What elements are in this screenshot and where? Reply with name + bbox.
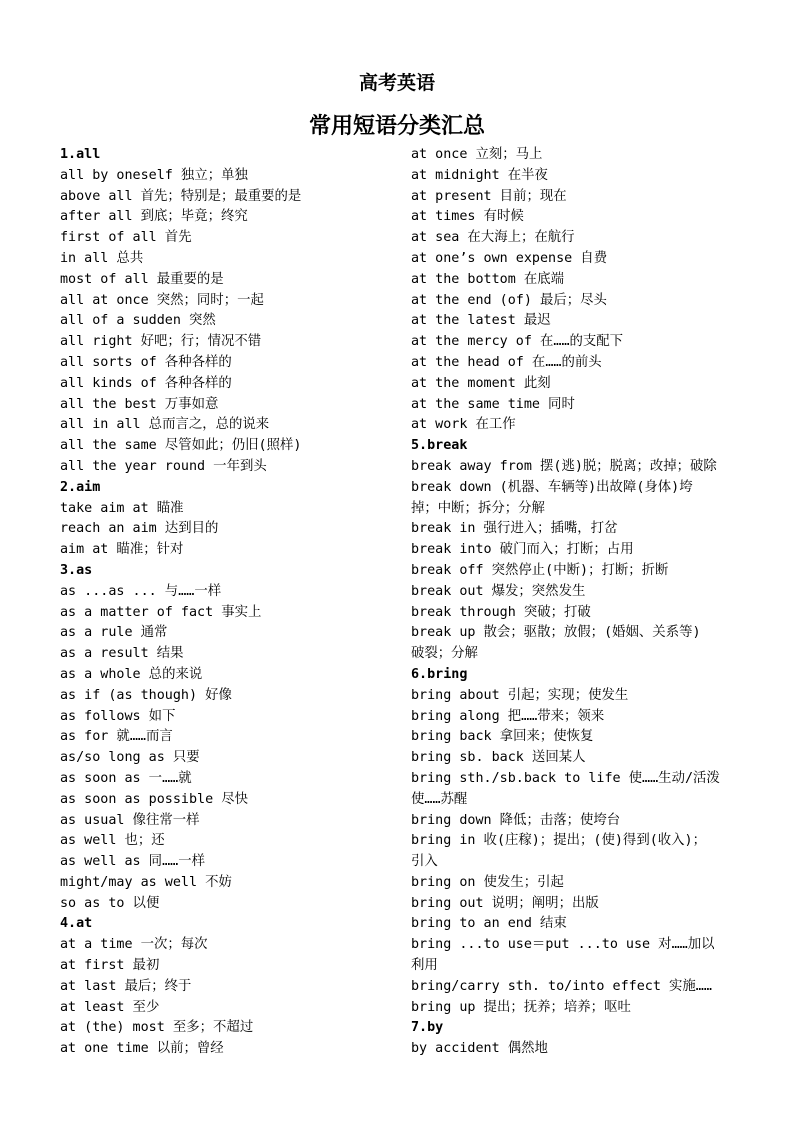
phrase-entry: all the best 万事如意 bbox=[60, 396, 219, 412]
phrase-entry: by accident 偶然地 bbox=[411, 1041, 548, 1057]
phrase-entry: at the head of 在……的前头 bbox=[411, 354, 602, 370]
phrase-entry: break down (机器、车辆等)出故障(身体)垮 bbox=[411, 479, 693, 495]
phrase-entry: at (the) most 至多；不超过 bbox=[60, 1020, 254, 1036]
phrase-entry: first of all 首先 bbox=[60, 230, 192, 246]
phrase-entry: bring on 使发生；引起 bbox=[411, 874, 564, 890]
phrase-entry: as a matter of fact 事实上 bbox=[60, 604, 262, 620]
phrase-entry: as if (as though) 好像 bbox=[60, 687, 232, 703]
phrase-entry: at midnight 在半夜 bbox=[411, 167, 548, 183]
phrase-entry: bring to an end 结束 bbox=[411, 916, 567, 932]
phrase-entry: at times 有时候 bbox=[411, 209, 524, 225]
phrase-entry: at the bottom 在底端 bbox=[411, 271, 565, 287]
section-heading: 3.as bbox=[60, 562, 93, 578]
phrase-entry: bring out 说明；阐明；出版 bbox=[411, 895, 599, 911]
phrase-entry: 掉；中断；拆分；分解 bbox=[411, 500, 545, 516]
page-title: 高考英语 bbox=[358, 72, 435, 94]
phrase-entry: bring sb. back 送回某人 bbox=[411, 750, 586, 766]
phrase-entry: all of a sudden 突然 bbox=[60, 313, 216, 329]
phrase-entry: as a rule 通常 bbox=[60, 625, 168, 641]
phrase-entry: at the moment 此刻 bbox=[411, 375, 551, 391]
phrase-entry: at present 目前；现在 bbox=[411, 188, 567, 204]
phrase-entry: aim at 瞄准；针对 bbox=[60, 542, 184, 558]
phrase-entry: all in all 总而言之，总的说来 bbox=[60, 417, 270, 433]
phrase-entry: after all 到底；毕竟；终究 bbox=[60, 209, 248, 225]
phrase-entry: at work 在工作 bbox=[411, 417, 516, 433]
phrase-entry: as follows 如下 bbox=[60, 708, 176, 724]
phrase-entry: at one’s own expense 自费 bbox=[411, 250, 608, 266]
phrase-entry: so as to 以便 bbox=[60, 895, 160, 911]
phrase-entry: at least 至少 bbox=[60, 999, 160, 1015]
right-column bbox=[411, 145, 736, 1060]
phrase-entry: take aim at 瞄准 bbox=[60, 500, 184, 516]
phrase-entry: above all 首先；特别是；最重要的是 bbox=[60, 188, 302, 204]
phrase-entry: all kinds of 各种各样的 bbox=[60, 375, 232, 391]
left-column bbox=[60, 145, 400, 1060]
phrase-entry: at the end (of) 最后；尽头 bbox=[411, 292, 607, 308]
phrase-entry: at sea 在大海上；在航行 bbox=[411, 230, 575, 246]
phrase-entry: at one time 以前；曾经 bbox=[60, 1041, 224, 1057]
phrase-entry: as well as 同……一样 bbox=[60, 854, 205, 870]
phrase-entry: in all 总共 bbox=[60, 250, 144, 266]
section-heading: 4.at bbox=[60, 916, 93, 932]
phrase-entry: bring sth./sb.back to life 使……生动/活泼 bbox=[411, 770, 720, 786]
phrase-entry: at last 最后；终于 bbox=[60, 978, 192, 994]
phrase-entry: at the latest 最迟 bbox=[411, 313, 551, 329]
section-heading: 6.bring bbox=[411, 666, 468, 682]
phrase-entry: break away from 摆(逃)脱；脱离；改掉；破除 bbox=[411, 458, 717, 474]
phrase-entry: bring/carry sth. to/into effect 实施…… bbox=[411, 978, 712, 994]
phrase-entry: break out 爆发；突然发生 bbox=[411, 583, 586, 599]
phrase-entry: reach an aim 达到目的 bbox=[60, 521, 219, 537]
phrase-entry: as well 也；还 bbox=[60, 833, 165, 849]
phrase-entry: all right 好吧；行；情况不错 bbox=[60, 334, 262, 350]
phrase-entry: break into 破门而入；打断；占用 bbox=[411, 542, 634, 558]
phrase-entry: as a result 结果 bbox=[60, 646, 184, 662]
phrase-entry: bring ...to use＝put ...to use 对……加以 bbox=[411, 937, 715, 953]
section-heading: 1.all bbox=[60, 147, 101, 162]
phrase-entry: at a time 一次；每次 bbox=[60, 937, 208, 953]
phrase-entry: break up 散会；驱散；放假；(婚姻、关系等) bbox=[411, 625, 701, 641]
phrase-entry: most of all 最重要的是 bbox=[60, 271, 224, 287]
phrase-entry: as/so long as 只要 bbox=[60, 750, 200, 766]
phrase-entry: as a whole 总的来说 bbox=[60, 666, 203, 682]
page-subtitle: 常用短语分类汇总 bbox=[308, 114, 485, 139]
phrase-entry: 利用 bbox=[411, 958, 438, 974]
phrase-entry: 使……苏醒 bbox=[411, 791, 468, 807]
phrase-entry: all the same 尽管如此；仍旧(照样) bbox=[60, 438, 302, 454]
phrase-entry: break off 突然停止(中断)；打断；折断 bbox=[411, 562, 669, 578]
phrase-entry: bring about 引起；实现；使发生 bbox=[411, 687, 629, 703]
phrase-entry: at first 最初 bbox=[60, 958, 160, 974]
phrase-entry: break through 突破；打破 bbox=[411, 604, 591, 620]
phrase-entry: bring in 收(庄稼)；提出；(使)得到(收入)； bbox=[411, 833, 707, 849]
phrase-entry: bring up 提出；抚养；培养；呕吐 bbox=[411, 999, 631, 1015]
phrase-entry: as usual 像往常一样 bbox=[60, 812, 200, 828]
phrase-entry: at the mercy of 在……的支配下 bbox=[411, 334, 624, 350]
phrase-entry: all by oneself 独立；单独 bbox=[60, 167, 248, 183]
phrase-entry: bring down 降低；击落；使垮台 bbox=[411, 812, 621, 828]
phrase-entry: all the year round 一年到头 bbox=[60, 458, 267, 474]
phrase-entry: as soon as possible 尽快 bbox=[60, 791, 249, 807]
phrase-entry: as for 就……而言 bbox=[60, 729, 173, 745]
phrase-entry: at once 立刻；马上 bbox=[411, 147, 543, 162]
phrase-entry: as ...as ... 与……一样 bbox=[60, 583, 222, 599]
section-heading: 2.aim bbox=[60, 479, 101, 495]
phrase-entry: bring back 拿回来；使恢复 bbox=[411, 729, 594, 745]
phrase-entry: 破裂；分解 bbox=[411, 646, 478, 662]
phrase-entry: break in 强行进入；插嘴，打岔 bbox=[411, 521, 618, 537]
phrase-entry: at the same time 同时 bbox=[411, 396, 575, 412]
section-heading: 7.by bbox=[411, 1020, 444, 1036]
phrase-entry: bring along 把……带来；领来 bbox=[411, 708, 605, 724]
phrase-entry: all sorts of 各种各样的 bbox=[60, 354, 232, 370]
phrase-entry: might/may as well 不妨 bbox=[60, 874, 232, 890]
phrase-entry: all at once 突然；同时；一起 bbox=[60, 292, 264, 308]
phrase-entry: 引入 bbox=[411, 854, 438, 870]
phrase-entry: as soon as 一……就 bbox=[60, 770, 192, 786]
section-heading: 5.break bbox=[411, 438, 468, 454]
